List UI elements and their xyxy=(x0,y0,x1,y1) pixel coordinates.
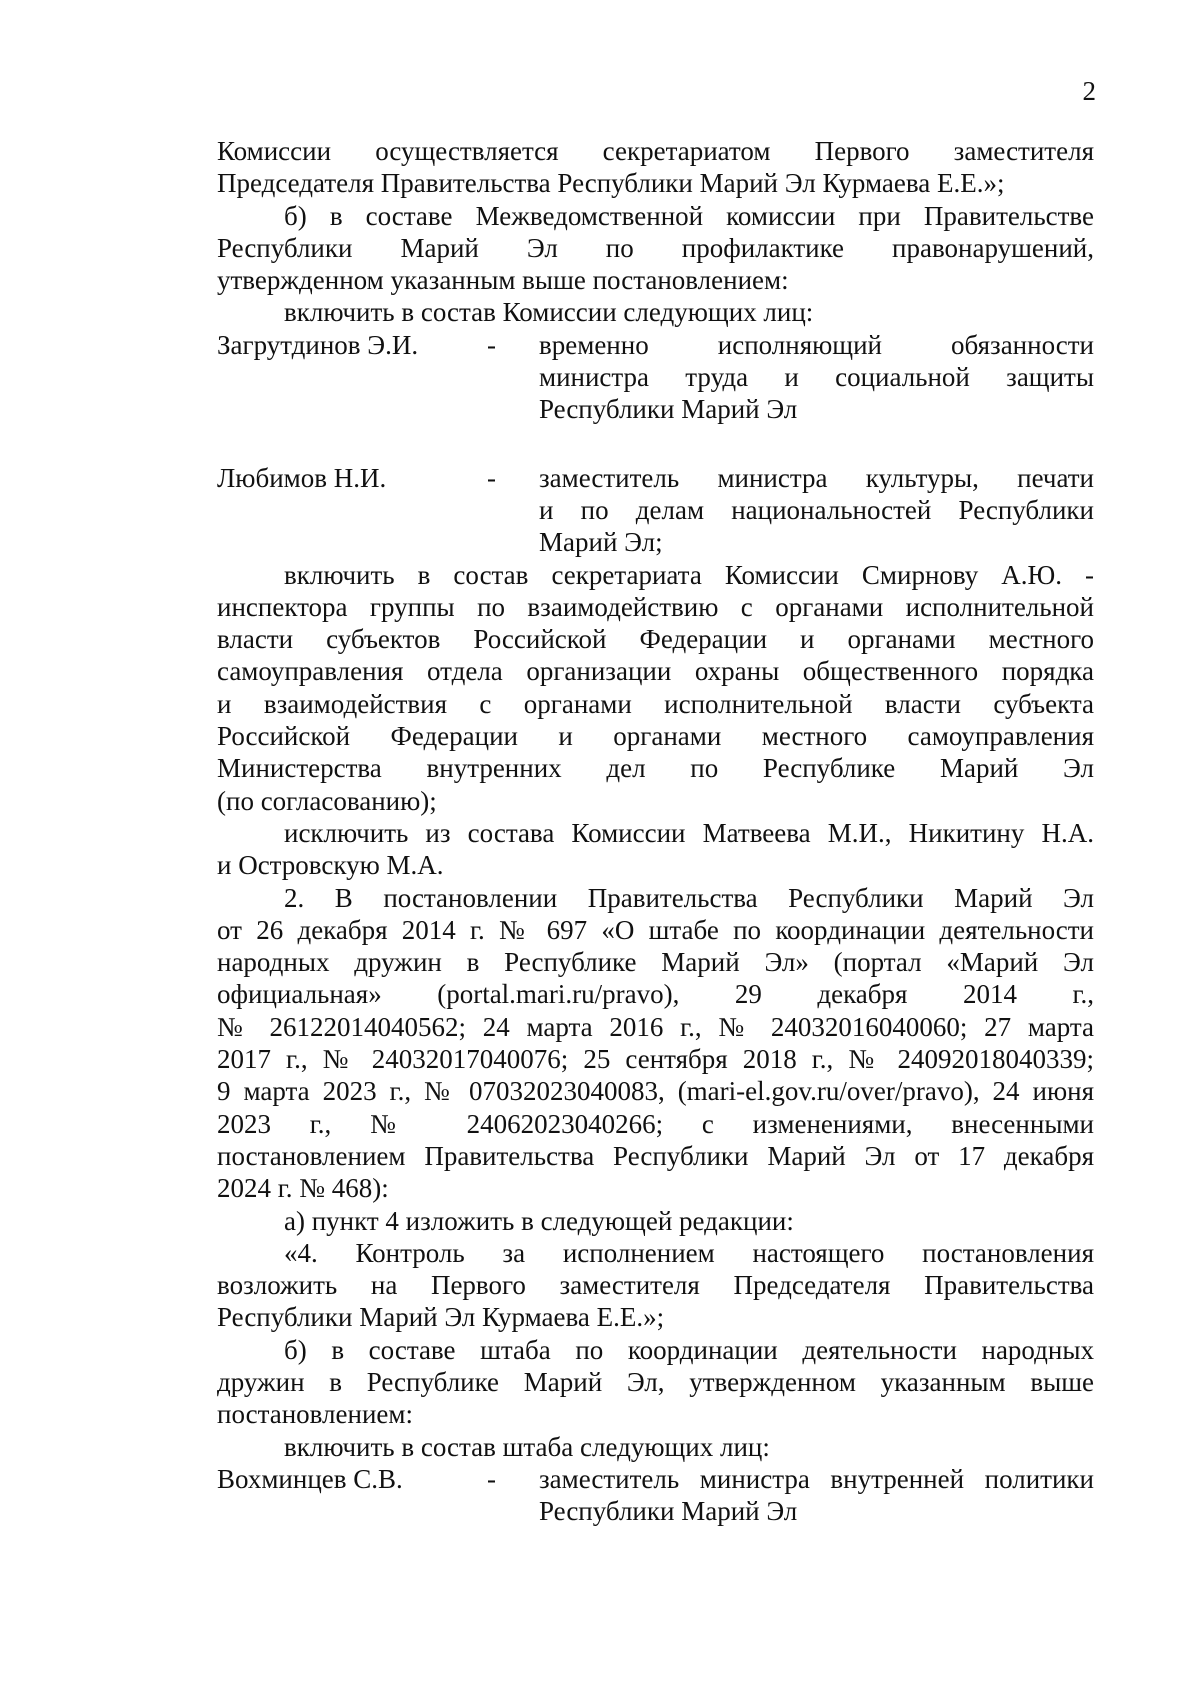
position-line: и по делам национальностей Республики xyxy=(539,494,1094,525)
text-line: Республики Марий Эл Курмаева Е.Е.»; xyxy=(217,1302,665,1333)
member-position xyxy=(539,1463,1094,1528)
text-line: «4. Контроль за исполнением настоящего постановления xyxy=(284,1237,1094,1268)
member-dash: - xyxy=(487,1463,496,1494)
text-line: 2024 г. № 468): xyxy=(217,1173,389,1204)
member-position xyxy=(539,329,1094,426)
text-line: включить в состав штаба следующих лиц: xyxy=(284,1431,770,1462)
text-line: Министерства внутренних дел по Республике Марий Эл xyxy=(217,753,1094,784)
position-line: Республики Марий Эл xyxy=(539,394,798,425)
text-line: Председателя Правительства Республики Марий Эл Курмаева Е.Е.»; xyxy=(217,168,1005,199)
position-line: заместитель министра внутренней политики xyxy=(539,1463,1094,1494)
text-line: (по согласованию); xyxy=(217,785,437,816)
text-line: постановлением: xyxy=(217,1399,413,1430)
text-line: б) в составе штаба по координации деятельности народных xyxy=(284,1334,1094,1365)
text-line: народных дружин в Республике Марий Эл» (портал «Марий Эл xyxy=(217,947,1094,978)
text-line: Российской Федерации и органами местного самоуправления xyxy=(217,721,1094,752)
text-line: 2. В постановлении Правительства Республики Марий Эл xyxy=(284,882,1094,913)
text-line: Комиссии осуществляется секретариатом Первого заместителя xyxy=(217,136,1094,166)
text-line: и взаимодействия с органами исполнительной власти субъекта xyxy=(217,688,1094,719)
text-line: б) в составе Межведомственной комиссии при Правительстве xyxy=(284,200,1094,231)
text-line: постановлением Правительства Республики Марий Эл от 17 декабря xyxy=(217,1140,1094,1171)
text-line: возложить на Первого заместителя Председателя Правительства xyxy=(217,1270,1094,1301)
text-line: а) пункт 4 изложить в следующей редакции: xyxy=(284,1205,794,1236)
position-line: Марий Эл; xyxy=(539,527,663,558)
member-name: Загрутдинов Э.И. xyxy=(217,329,419,360)
member-entry xyxy=(217,1463,1094,1528)
text-line: инспектора группы по взаимодействию с органами исполнительной xyxy=(217,591,1094,622)
text-line: самоуправления отдела организации охраны общественного порядка xyxy=(217,656,1094,687)
position-line: Республики Марий Эл xyxy=(539,1496,798,1527)
text-line: власти субъектов Российской Федерации и органами местного xyxy=(217,624,1094,655)
text-line: утвержденном указанным выше постановлением: xyxy=(217,265,789,296)
member-dash: - xyxy=(487,462,496,493)
position-line: заместитель министра культуры, печати xyxy=(539,462,1094,493)
text-line: дружин в Республике Марий Эл, утвержденном указанным выше xyxy=(217,1366,1094,1397)
document-body xyxy=(217,135,1094,1527)
text-line: Республики Марий Эл по профилактике правонарушений, xyxy=(217,232,1094,263)
member-entry xyxy=(217,462,1094,559)
position-line: временно исполняющий обязанности xyxy=(539,329,1094,360)
text-line: и Островскую М.А. xyxy=(217,850,444,881)
text-line: от 26 декабря 2014 г. № 697 «О штабе по координации деятельности xyxy=(217,914,1094,945)
text-line: включить в состав секретариата Комиссии Смирнову А.Ю. - xyxy=(284,559,1094,590)
position-line: министра труда и социальной защиты xyxy=(539,362,1094,393)
text-line: 9 марта 2023 г., № 07032023040083, (mari-el.gov.ru/over/pravo), 24 июня xyxy=(217,1076,1094,1107)
text-line: № 26122014040562; 24 марта 2016 г., № 24032016040060; 27 марта xyxy=(217,1011,1094,1042)
member-entry xyxy=(217,329,1094,426)
member-dash: - xyxy=(487,329,496,360)
page-number: 2 xyxy=(1082,76,1096,106)
text-line: 2023 г., № 24062023040266; с изменениями, внесенными xyxy=(217,1108,1094,1139)
text-line: 2017 г., № 24032017040076; 25 сентября 2018 г., № 24092018040339; xyxy=(217,1044,1094,1075)
text-line: официальная» (portal.mari.ru/pravo), 29 декабря 2014 г., xyxy=(217,979,1094,1010)
member-name: Любимов Н.И. xyxy=(217,462,387,493)
member-name: Вохминцев С.В. xyxy=(217,1463,403,1494)
text-line: исключить из состава Комиссии Матвеева М.И., Никитину Н.А. xyxy=(284,817,1094,848)
text-line: включить в состав Комиссии следующих лиц: xyxy=(284,297,814,328)
member-position xyxy=(539,462,1094,559)
